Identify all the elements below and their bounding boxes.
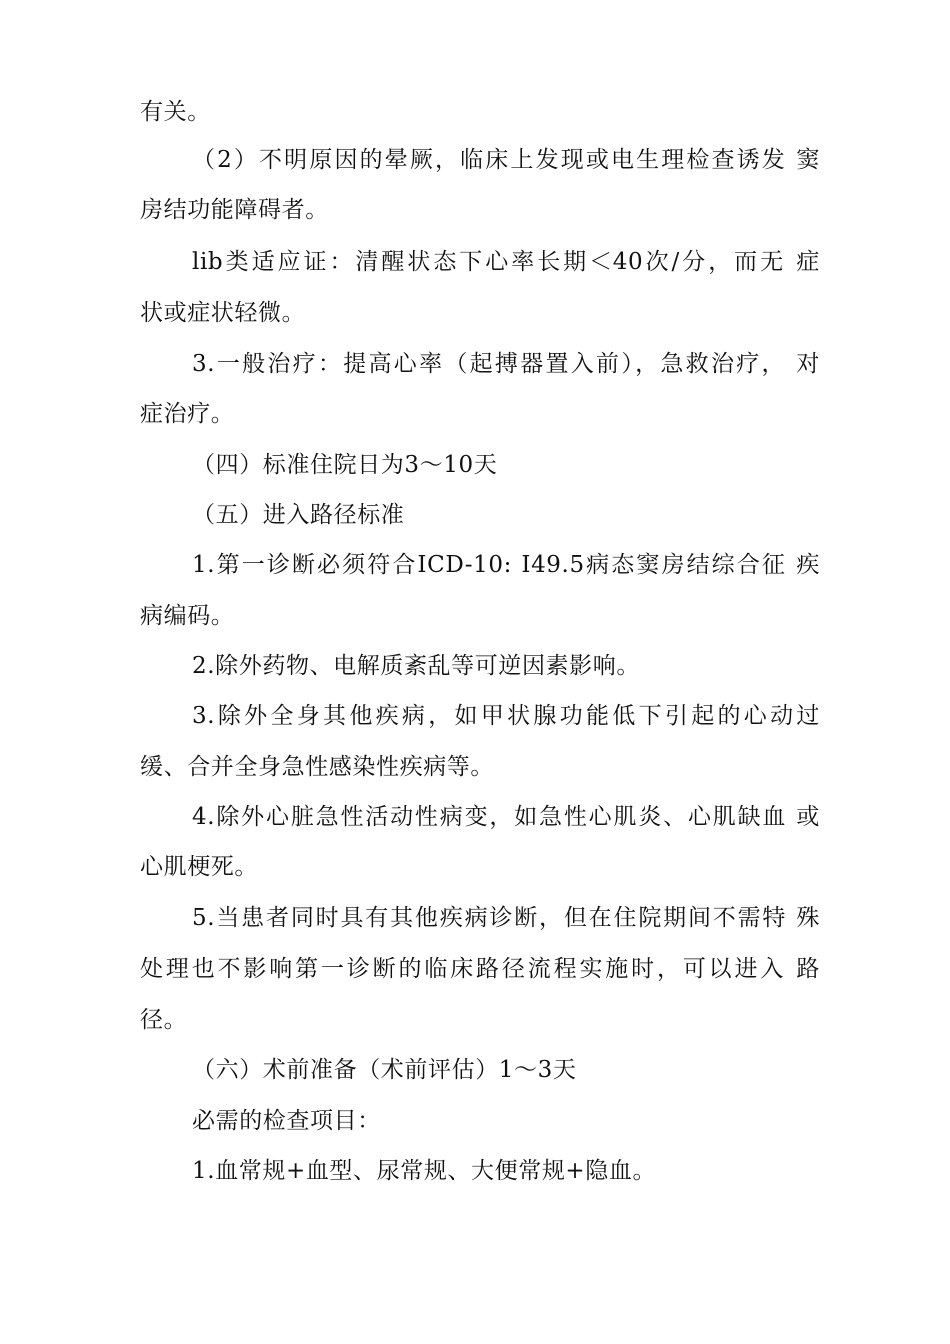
text-line: 症治疗。 bbox=[140, 401, 235, 427]
section-heading: （四）标准住院日为3〜10天 bbox=[192, 452, 498, 478]
text-line: 2.除外药物、电解质紊乱等可逆因素影响。 bbox=[192, 653, 640, 679]
text-line: （2）不明原因的晕厥，临床上发现或电生理检查诱发 窦 bbox=[192, 147, 820, 173]
text-line: 3.除外全身其他疾病，如甲状腺功能低下引起的心动过 bbox=[192, 703, 820, 729]
text-line: 径。 bbox=[140, 1007, 188, 1033]
text-line: 1.第一诊断必须符合ICD-10: I49.5病态窦房结综合征 疾 bbox=[192, 552, 820, 578]
text-line: 有关。 bbox=[140, 99, 211, 125]
text-line: 必需的检查项目： bbox=[192, 1108, 381, 1134]
text-line: 状或症状轻微。 bbox=[140, 300, 306, 326]
text-line: 病编码。 bbox=[140, 603, 235, 629]
text-line: 心肌梗死。 bbox=[140, 854, 258, 880]
text-line: 1.血常规+血型、尿常规、大便常规+隐血。 bbox=[192, 1158, 657, 1184]
text-line: lib类适应证：清醒状态下心率长期＜40次/分，而无 症 bbox=[192, 249, 820, 275]
text-line: 3.一般治疗：提高心率（起搏器置入前），急救治疗， 对 bbox=[192, 351, 820, 377]
text-line: 缓、合并全身急性感染性疾病等。 bbox=[140, 754, 494, 780]
text-line: 处理也不影响第一诊断的临床路径流程实施时，可以进入 路 bbox=[140, 956, 820, 982]
section-heading: （五）进入路径标准 bbox=[192, 502, 405, 528]
text-line: 4.除外心脏急性活动性病变，如急性心肌炎、心肌缺血 或 bbox=[192, 804, 820, 830]
section-heading: （六）术前准备（术前评估）1〜3天 bbox=[192, 1057, 577, 1083]
text-line: 5.当患者同时具有其他疾病诊断，但在住院期间不需特 殊 bbox=[192, 905, 820, 931]
text-line: 房结功能障碍者。 bbox=[140, 197, 329, 223]
